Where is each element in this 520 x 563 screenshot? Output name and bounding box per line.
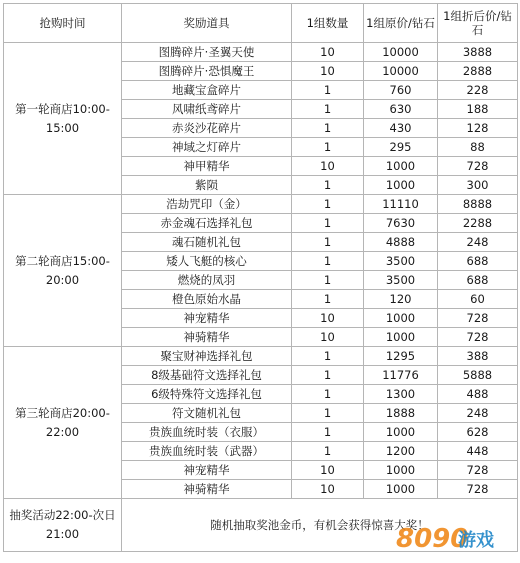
item-cell: 贵族血统时装（衣服） (122, 423, 292, 442)
qty-cell: 1 (292, 214, 364, 233)
item-cell: 6级特殊符文选择礼包 (122, 385, 292, 404)
item-cell: 图腾碎片·恐惧魔王 (122, 62, 292, 81)
discount-price-cell: 388 (438, 347, 518, 366)
round-time-cell: 第三轮商店20:00-22:00 (4, 347, 122, 499)
original-price-cell: 1000 (364, 461, 438, 480)
qty-cell: 1 (292, 252, 364, 271)
discount-price-cell: 8888 (438, 195, 518, 214)
qty-cell: 1 (292, 100, 364, 119)
item-cell: 神宠精华 (122, 309, 292, 328)
watermark-logo (394, 517, 514, 557)
qty-cell: 10 (292, 62, 364, 81)
discount-price-cell: 628 (438, 423, 518, 442)
header-time: 抢购时间 (4, 4, 122, 43)
discount-price-cell: 300 (438, 176, 518, 195)
item-cell: 神骑精华 (122, 480, 292, 499)
item-cell: 贵族血统时装（武器） (122, 442, 292, 461)
original-price-cell: 1000 (364, 423, 438, 442)
original-price-cell: 4888 (364, 233, 438, 252)
original-price-cell: 630 (364, 100, 438, 119)
table-row (4, 347, 518, 366)
round-time-cell: 第二轮商店15:00-20:00 (4, 195, 122, 347)
discount-price-cell: 488 (438, 385, 518, 404)
discount-price-cell: 688 (438, 252, 518, 271)
discount-price-cell: 128 (438, 119, 518, 138)
discount-price-cell: 728 (438, 157, 518, 176)
table-body (4, 43, 518, 552)
item-cell: 神宠精华 (122, 461, 292, 480)
item-cell: 神域之灯碎片 (122, 138, 292, 157)
original-price-cell: 3500 (364, 271, 438, 290)
discount-price-cell: 448 (438, 442, 518, 461)
qty-cell: 1 (292, 233, 364, 252)
header-discount-price: 1组折后价/钻石 (438, 4, 518, 43)
round-time-cell: 第一轮商店10:00-15:00 (4, 43, 122, 195)
qty-cell: 1 (292, 176, 364, 195)
original-price-cell: 11110 (364, 195, 438, 214)
original-price-cell: 10000 (364, 62, 438, 81)
header-original-price: 1组原价/钻石 (364, 4, 438, 43)
qty-cell: 10 (292, 157, 364, 176)
discount-price-cell: 728 (438, 480, 518, 499)
watermark-digits: 8090 (396, 524, 469, 554)
item-cell: 赤炎沙花碎片 (122, 119, 292, 138)
discount-price-cell: 688 (438, 271, 518, 290)
qty-cell: 1 (292, 423, 364, 442)
original-price-cell: 1888 (364, 404, 438, 423)
header-row (4, 4, 518, 43)
original-price-cell: 10000 (364, 43, 438, 62)
discount-price-cell: 728 (438, 309, 518, 328)
original-price-cell: 1295 (364, 347, 438, 366)
item-cell: 风啸纸鸢碎片 (122, 100, 292, 119)
qty-cell: 10 (292, 309, 364, 328)
qty-cell: 1 (292, 347, 364, 366)
item-cell: 聚宝财神选择礼包 (122, 347, 292, 366)
item-cell: 浩劫咒印（金） (122, 195, 292, 214)
qty-cell: 1 (292, 366, 364, 385)
qty-cell: 1 (292, 290, 364, 309)
original-price-cell: 7630 (364, 214, 438, 233)
discount-price-cell: 728 (438, 328, 518, 347)
discount-price-cell: 188 (438, 100, 518, 119)
discount-price-cell: 88 (438, 138, 518, 157)
qty-cell: 1 (292, 119, 364, 138)
reward-table (3, 3, 518, 552)
lottery-desc-cell: 随机抽取奖池金币，有机会获得惊喜大奖！ (122, 499, 518, 552)
item-cell: 赤金魂石选择礼包 (122, 214, 292, 233)
qty-cell: 1 (292, 138, 364, 157)
original-price-cell: 1000 (364, 328, 438, 347)
qty-cell: 1 (292, 81, 364, 100)
original-price-cell: 1200 (364, 442, 438, 461)
watermark-word: 游戏 (458, 530, 494, 551)
discount-price-cell: 728 (438, 461, 518, 480)
original-price-cell: 3500 (364, 252, 438, 271)
original-price-cell: 430 (364, 119, 438, 138)
item-cell: 地藏宝盒碎片 (122, 81, 292, 100)
original-price-cell: 11776 (364, 366, 438, 385)
qty-cell: 10 (292, 43, 364, 62)
header-qty: 1组数量 (292, 4, 364, 43)
item-cell: 神甲精华 (122, 157, 292, 176)
original-price-cell: 1300 (364, 385, 438, 404)
qty-cell: 1 (292, 195, 364, 214)
item-cell: 图腾碎片·圣翼天使 (122, 43, 292, 62)
original-price-cell: 760 (364, 81, 438, 100)
discount-price-cell: 5888 (438, 366, 518, 385)
item-cell: 符文随机礼包 (122, 404, 292, 423)
original-price-cell: 295 (364, 138, 438, 157)
item-cell: 矮人飞艇的核心 (122, 252, 292, 271)
qty-cell: 1 (292, 271, 364, 290)
qty-cell: 10 (292, 480, 364, 499)
qty-cell: 10 (292, 328, 364, 347)
lottery-time-cell: 抽奖活动22:00-次日21:00 (4, 499, 122, 552)
item-cell: 紫陨 (122, 176, 292, 195)
qty-cell: 10 (292, 461, 364, 480)
qty-cell: 1 (292, 404, 364, 423)
table-row (4, 195, 518, 214)
header-item: 奖励道具 (122, 4, 292, 43)
qty-cell: 1 (292, 442, 364, 461)
item-cell: 魂石随机礼包 (122, 233, 292, 252)
discount-price-cell: 2288 (438, 214, 518, 233)
discount-price-cell: 248 (438, 233, 518, 252)
item-cell: 橙色原始水晶 (122, 290, 292, 309)
original-price-cell: 1000 (364, 480, 438, 499)
discount-price-cell: 3888 (438, 43, 518, 62)
discount-price-cell: 2888 (438, 62, 518, 81)
table-header (4, 4, 518, 43)
qty-cell: 1 (292, 385, 364, 404)
discount-price-cell: 228 (438, 81, 518, 100)
original-price-cell: 1000 (364, 309, 438, 328)
original-price-cell: 1000 (364, 157, 438, 176)
original-price-cell: 120 (364, 290, 438, 309)
item-cell: 神骑精华 (122, 328, 292, 347)
item-cell: 燃烧的凤羽 (122, 271, 292, 290)
table-row (4, 43, 518, 62)
original-price-cell: 1000 (364, 176, 438, 195)
discount-price-cell: 60 (438, 290, 518, 309)
item-cell: 8级基础符文选择礼包 (122, 366, 292, 385)
discount-price-cell: 248 (438, 404, 518, 423)
